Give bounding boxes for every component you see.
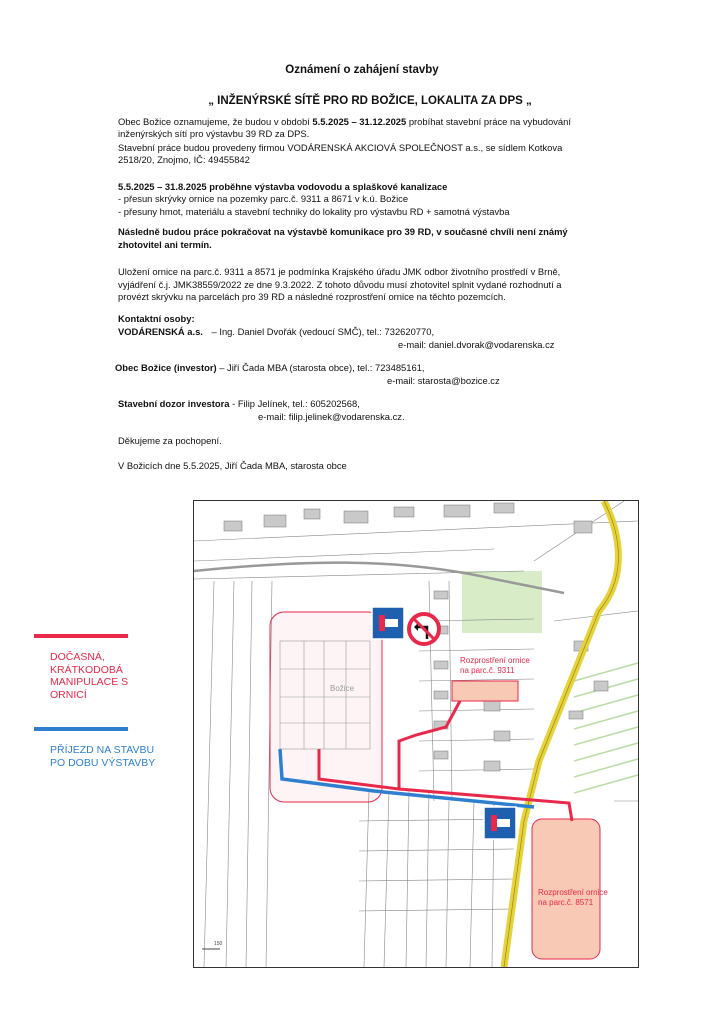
phase2-line-2: zhotovitel ani termín. — [118, 239, 212, 250]
phase1-heading: 5.5.2025 – 31.8.2025 proběhne výstavba vodovodu a splaškové kanalizace — [118, 181, 448, 192]
note-line-2: vyjádření č.j. JMK38559/2022 ze dne 9.3.2022. Z tohoto důvodu musí zhotovitel splnit vydané rozhodnutí a — [118, 279, 562, 290]
legend-red-text: DOČASNÁ, — [50, 651, 105, 663]
intro-line-3: Stavební práce budou provedeny firmou VODÁRENSKÁ AKCIOVÁ SPOLEČNOST a.s., se sídlem Kotkova — [118, 142, 563, 153]
contact-person: – Ing. Daniel Dvořák (vedoucí SMČ), tel.: 732620770, — [211, 326, 435, 337]
contact-org: Obec Božice (investor) — [115, 362, 217, 373]
contacts-heading: Kontaktní osoby: — [118, 313, 195, 324]
legend-blue-text: PŘÍJEZD NA STAVBU — [50, 744, 155, 756]
cadastral-map — [194, 501, 638, 967]
signature-text: V Božicích dne 5.5.2025, Jiří Čada MBA, starosta obce — [118, 460, 347, 471]
contact-email: e-mail: starosta@bozice.cz — [387, 375, 500, 386]
contact-org: VODÁRENSKÁ a.s. — [118, 326, 203, 337]
legend-red-text: KRÁTKODOBÁ — [50, 663, 123, 676]
scale-label: 150 — [214, 941, 223, 947]
note-line-1: Uložení ornice na parc.č. 9311 a 8571 je podmínka Krajského úřadu JMK odbor životního prostředí v Brně, — [118, 266, 561, 277]
legend-red-text: MANIPULACE S — [50, 676, 129, 688]
legend-red-label — [50, 651, 128, 701]
parcel-9311-label: na parc.č. 9311 — [460, 666, 515, 675]
contact-email: e-mail: filip.jelinek@vodarenska.cz. — [258, 411, 405, 422]
legend-blue-line — [34, 727, 128, 731]
project-title: „ INŽENÝRSKÉ SÍTĚ PRO RD BOŽICE, LOKALITA ZA DPS „ — [208, 95, 532, 107]
parcel-8571-label: Rozprostření ornice — [538, 888, 608, 897]
intro-line-4: 2518/20, Znojmo, IČ: 49455842 — [118, 154, 250, 165]
village-label: Božice — [330, 684, 355, 693]
note-line-3: provézt skrývku na parcelách pro 39 RD a následné rozprostření ornice na těchto pozemcích. — [118, 291, 506, 302]
dead-end-sign-icon — [372, 607, 404, 639]
legend-blue-label — [50, 744, 155, 769]
phase1-item: - přesuny hmot, materiálu a stavební techniky do lokality pro výstavbu RD + samotná výstavba — [118, 206, 510, 217]
legend-red-text: ORNICÍ — [50, 688, 87, 701]
dead-end-sign-icon — [484, 807, 516, 839]
phase1-item: - přesun skrývky ornice na pozemky parc.č. 9311 a 8671 v k.ú. Božice — [118, 193, 409, 204]
construction-period: 5.5.2025 – 31.12.2025 — [312, 116, 407, 127]
intro-text: Obec Božice oznamujeme, že budou v období — [118, 116, 313, 127]
no-left-turn-sign-icon — [409, 614, 439, 644]
thanks-text: Děkujeme za pochopení. — [118, 435, 222, 446]
intro-text: probíhat stavební práce na vybudování — [406, 116, 571, 127]
parcel-8571-label: na parc.č. 8571 — [538, 898, 594, 907]
parcel-9311-label: Rozprostření ornice — [460, 656, 530, 665]
phase2-line-1: Následně budou práce pokračovat na výstavbě komunikace pro 39 RD, v současné chvíli není známý — [118, 226, 568, 237]
legend-blue-text: PO DOBU VÝSTAVBY — [50, 756, 156, 769]
development-area — [270, 612, 382, 802]
intro-line-2: inženýrských sítí pro výstavbu 39 RD za DPS. — [118, 128, 310, 139]
legend-red-line — [34, 634, 128, 638]
contact-person: – Jiří Čada MBA (starosta obce), tel.: 723485161, — [216, 362, 425, 373]
contact-person: - Filip Jelínek, tel.: 605202568, — [229, 398, 360, 409]
intro-line-1 — [118, 116, 640, 128]
contact-org: Stavební dozor investora — [118, 398, 230, 409]
parcel-9311-area — [452, 681, 518, 701]
site-map — [193, 500, 639, 968]
contact-dozor — [118, 398, 640, 410]
contact-vodarenska — [118, 326, 640, 338]
page-title: Oznámení o zahájení stavby — [285, 64, 439, 76]
contact-email: e-mail: daniel.dvorak@vodarenska.cz — [398, 339, 555, 350]
contact-obec — [115, 362, 637, 374]
